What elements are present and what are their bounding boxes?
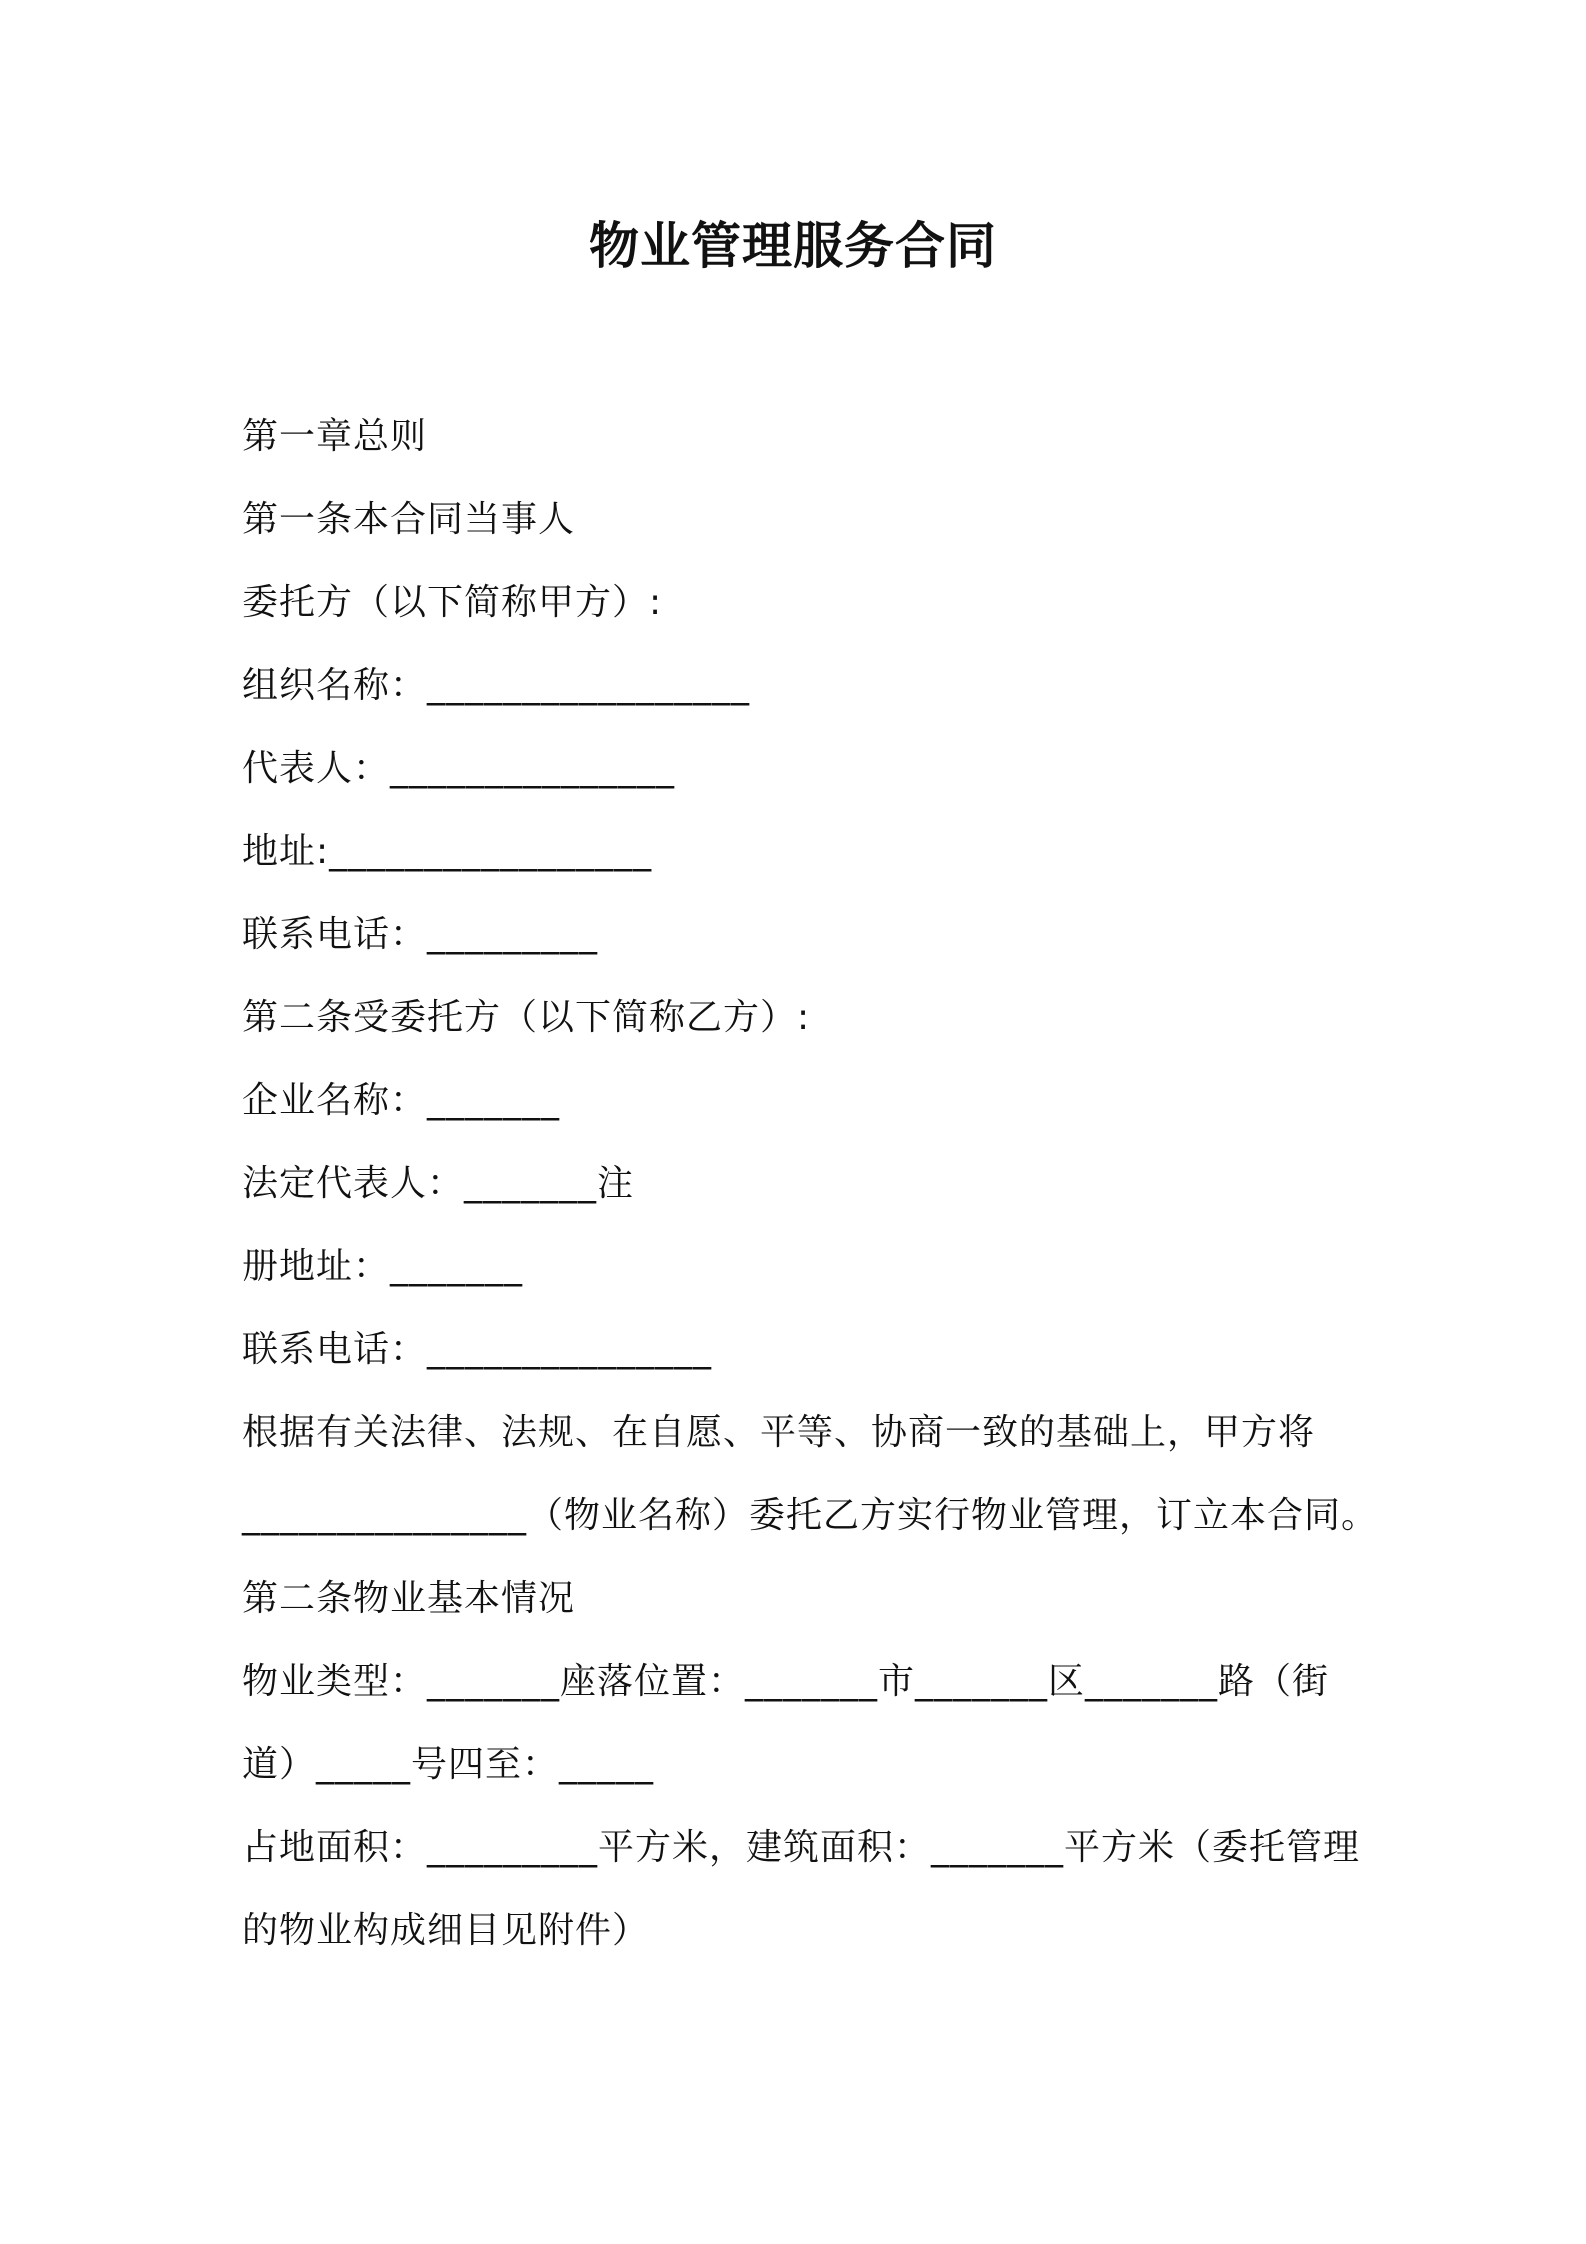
party-b-registered-address-field: 册地址：_______ bbox=[242, 1246, 524, 1287]
party-a-heading: 委托方（以下简称甲方）: bbox=[242, 582, 663, 623]
property-location-line-2: 道）_____号四至：_____ bbox=[242, 1744, 655, 1785]
document-body bbox=[242, 404, 1379, 1981]
chapter-heading: 第一章总则 bbox=[242, 416, 428, 457]
property-area-line-2: 的物业构成细目见附件） bbox=[242, 1910, 650, 1951]
property-area-line-1: 占地面积：_________平方米，建筑面积：_______平方米（委托管理 bbox=[242, 1827, 1361, 1868]
document-title: 物业管理服务合同 bbox=[589, 217, 997, 275]
party-a-phone-field: 联系电话：_________ bbox=[242, 914, 599, 955]
party-b-phone-field: 联系电话：_______________ bbox=[242, 1329, 713, 1370]
party-b-company-field: 企业名称：_______ bbox=[242, 1080, 561, 1121]
agreement-paragraph-line-1: 根据有关法律、法规、在自愿、平等、协商一致的基础上，甲方将 bbox=[242, 1412, 1316, 1453]
party-a-representative-field: 代表人：_______________ bbox=[242, 748, 676, 789]
party-a-organization-field: 组织名称：_________________ bbox=[242, 665, 751, 706]
property-info-heading: 第二条物业基本情况 bbox=[242, 1578, 576, 1619]
party-a-address-field: 地址:_________________ bbox=[242, 831, 653, 872]
party-b-legal-representative-field: 法定代表人：_______注 bbox=[242, 1163, 635, 1204]
agreement-paragraph-line-2: _______________（物业名称）委托乙方实行物业管理，订立本合同。 bbox=[242, 1495, 1379, 1536]
article-heading: 第一条本合同当事人 bbox=[242, 499, 576, 540]
party-b-heading: 第二条受委托方（以下简称乙方）: bbox=[242, 997, 811, 1038]
property-location-line-1: 物业类型：_______座落位置：_______市_______区_______路（街 bbox=[242, 1661, 1330, 1702]
